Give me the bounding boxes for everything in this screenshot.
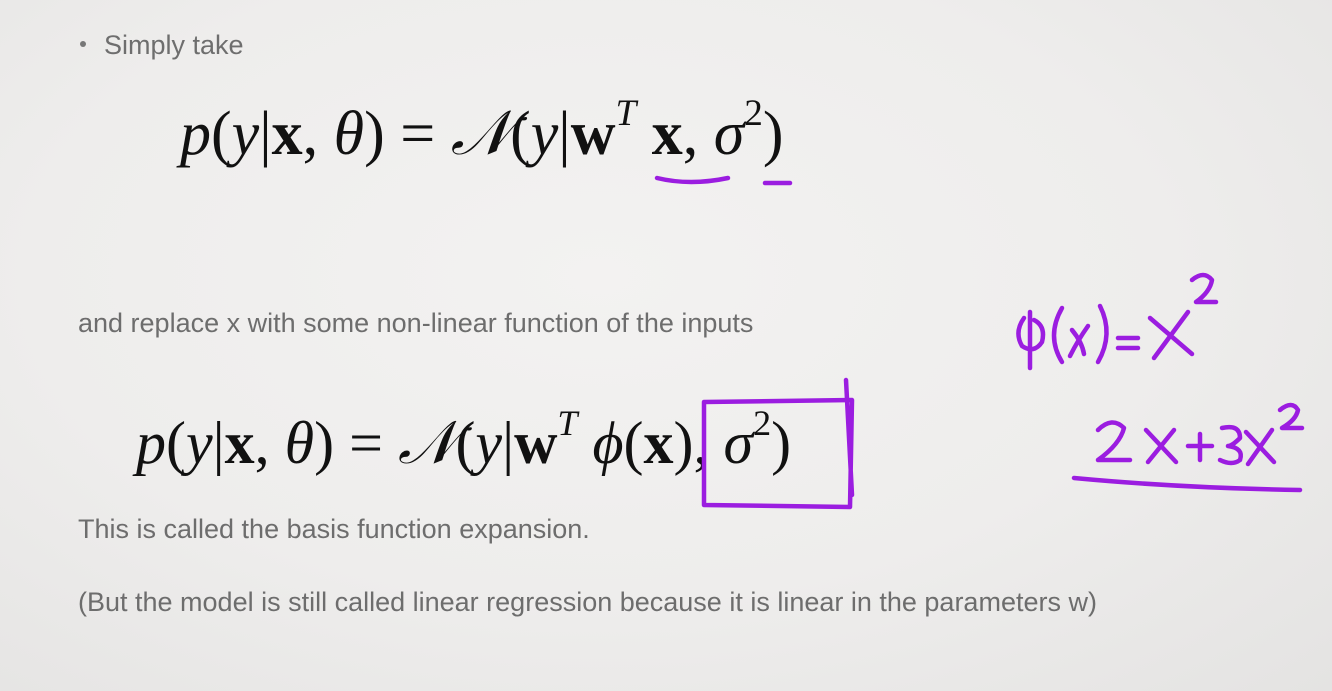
handwritten-phi-formula [1018, 275, 1216, 368]
replace-text: and replace x with some non-linear function of the inputs [78, 308, 754, 338]
equation-linear-regression: p(y|x, $\theta) = 𝒩(y|w^T$ x, $\sigma^2$) [180, 92, 784, 169]
underline-w [657, 178, 728, 182]
basis-text: This is called the basis function expansion. [78, 514, 590, 544]
handwritten-2x-3x2 [1074, 405, 1302, 490]
bullet-text: Simply take [104, 30, 244, 60]
note-text: (But the model is still called linear regression because it is linear in the parameters w) [78, 587, 1097, 617]
phi-box [704, 380, 852, 507]
equation-basis-expansion: p(y|x, $\theta) = 𝒩(y|w^T$ ϕ(x), $\sigma^2$) [136, 402, 792, 478]
